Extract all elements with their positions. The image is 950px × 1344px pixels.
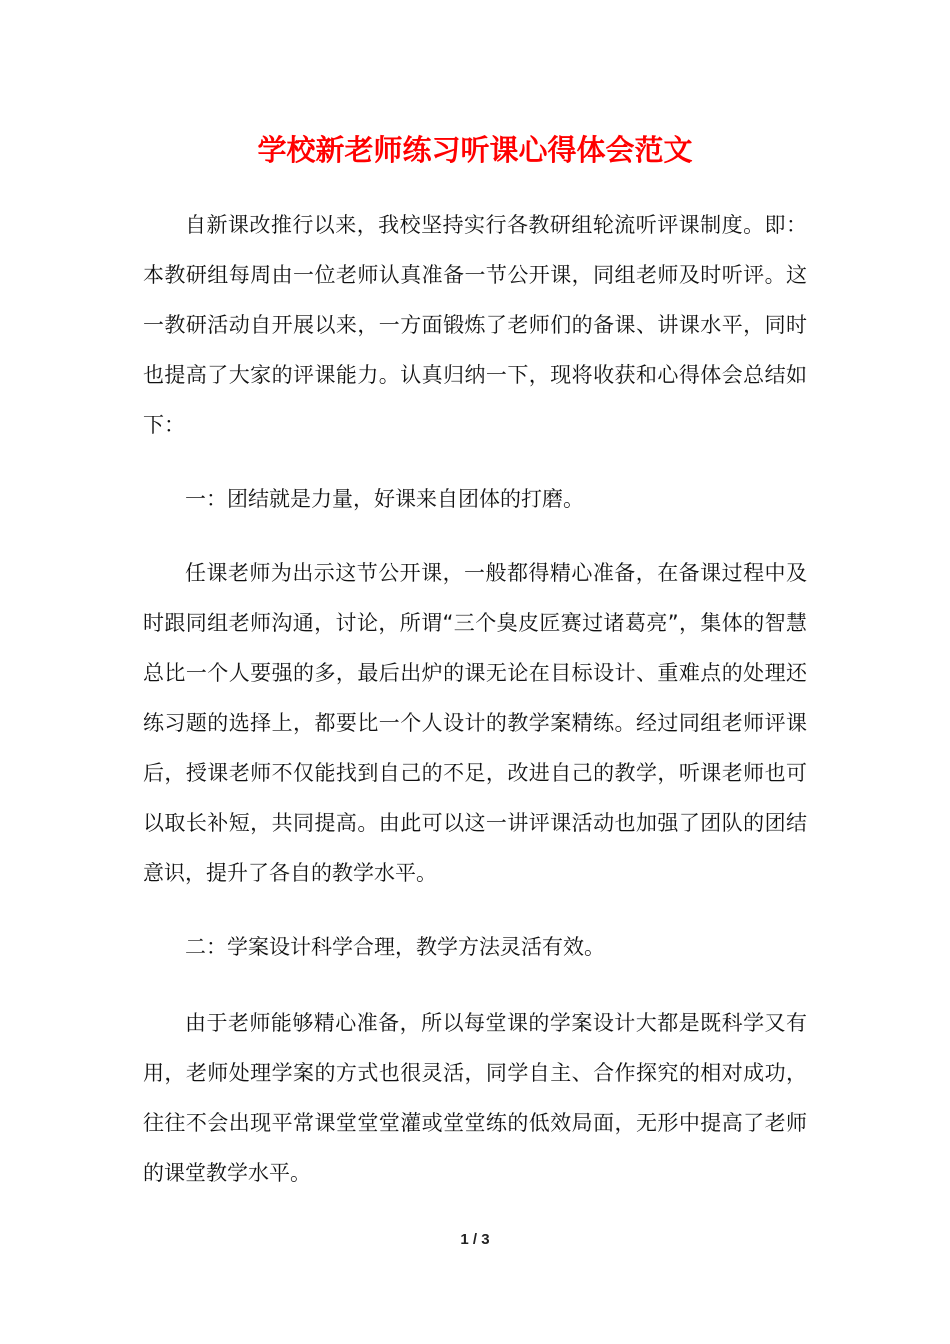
document-title: 学校新老师练习听课心得体会范文 (257, 133, 693, 167)
paragraph-spacer (143, 524, 807, 548)
paragraph-section-1: 任课老师为出示这节公开课，一般都得精心准备，在备课过程中及时跟同组老师沟通，讨论，所谓“三个臭皮匠赛过诸葛亮”，集体的智慧总比一个人要强的多，最后出炉的课无论在目标设计、重难点的处理还练习题的选择上，都要比一个人设计的教学案精练。经过同组老师评课后，授课老师不仅能找到自己的不足，改进自己的教学，听课老师也可以取长补短，共同提高。由此可以这一讲评课活动也加强了团队的团结意识，提升了各自的教学水平。 (143, 561, 807, 885)
document-body (143, 200, 807, 1198)
paragraph-intro: 自新课改推行以来，我校坚持实行各教研组轮流听评课制度。即：本教研组每周由一位老师认真准备一节公开课，同组老师及时听评。这一教研活动自开展以来，一方面锻炼了老师们的备课、讲课水平，同时也提高了大家的评课能力。认真归纳一下，现将收获和心得体会总结如下： (143, 213, 807, 437)
paragraph-spacer (143, 972, 807, 998)
section-heading-2: 二：学案设计科学合理，教学方法灵活有效。 (185, 935, 605, 959)
page-number: 1 / 3 (460, 1231, 490, 1248)
paragraph-spacer (143, 450, 807, 474)
paragraph-section-2: 由于老师能够精心准备，所以每堂课的学案设计大都是既科学又有用，老师处理学案的方式也很灵活，同学自主、合作探究的相对成功，往往不会出现平常课堂堂堂灌或堂堂练的低效局面，无形中提高了老师的课堂教学水平。 (143, 1011, 807, 1185)
paragraph-spacer (143, 898, 807, 922)
section-heading-1: 一：团结就是力量，好课来自团体的打磨。 (185, 487, 584, 511)
